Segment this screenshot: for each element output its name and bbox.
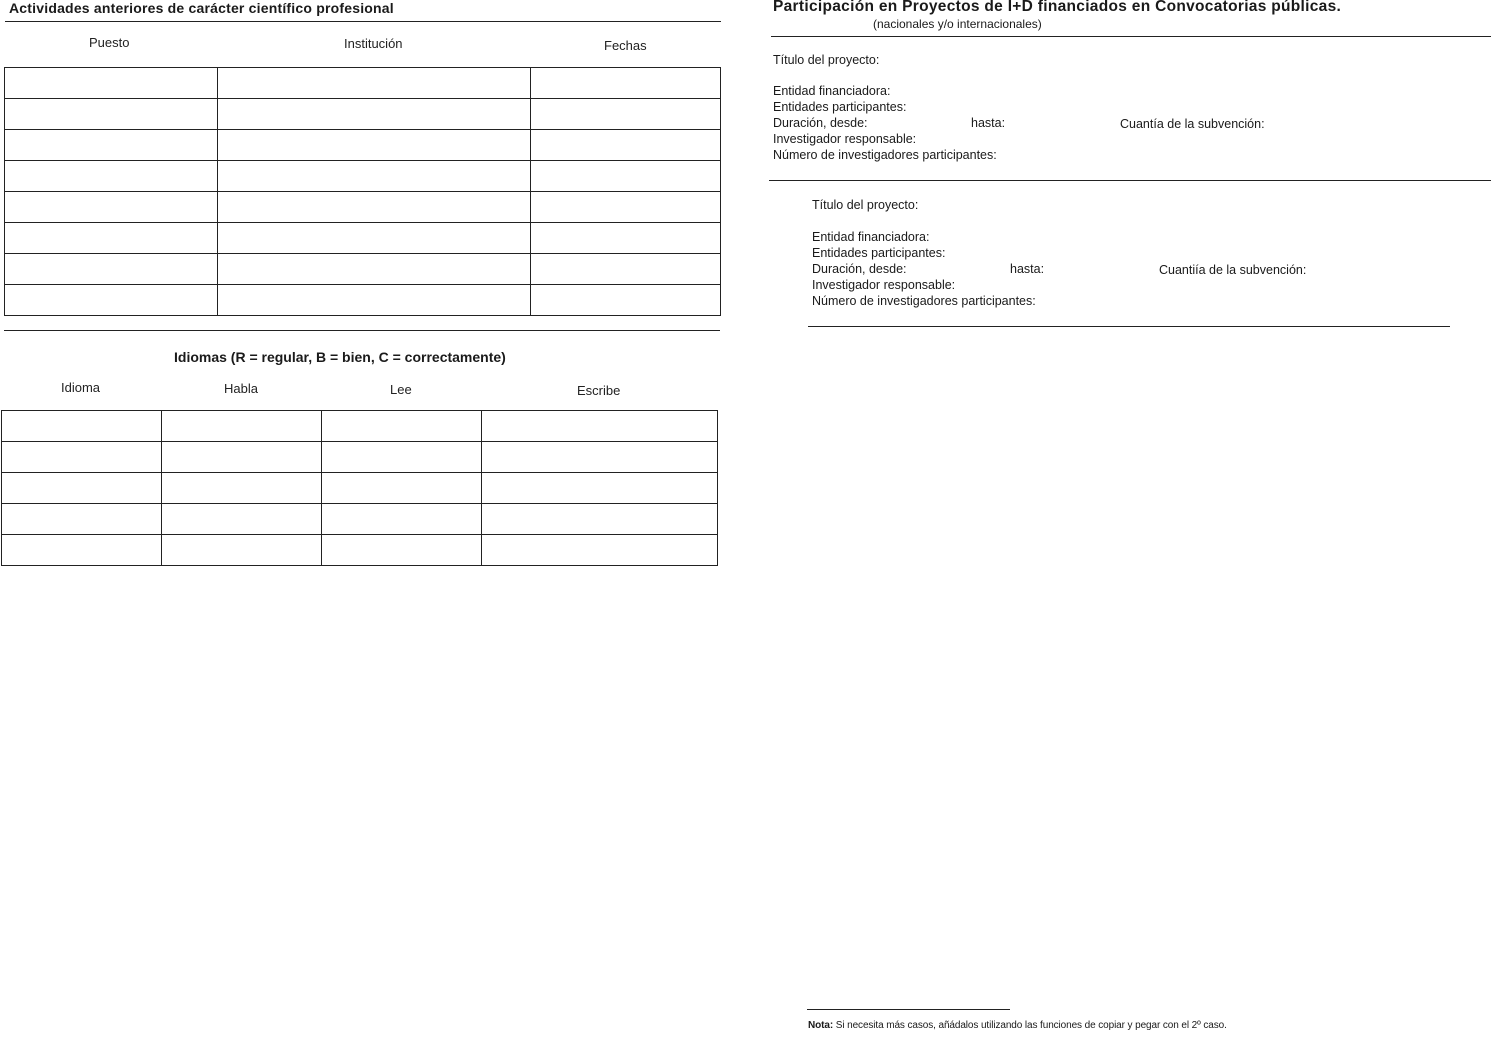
table-row (2, 535, 718, 566)
table-row (2, 504, 718, 535)
activities-cell-puesto[interactable] (5, 223, 218, 254)
table-row (5, 130, 721, 161)
project2-cuantia-label: Cuantiía de la subvención: (1159, 263, 1307, 277)
table-row (5, 68, 721, 99)
languages-section-title: Idiomas (R = regular, B = bien, C = correctamente) (174, 349, 506, 365)
table-row (5, 285, 721, 316)
languages-col-lee: Lee (390, 382, 412, 397)
footnote-label: Nota: (808, 1020, 834, 1031)
activities-cell-fechas[interactable] (531, 285, 721, 316)
languages-cell-idioma[interactable] (2, 473, 162, 504)
table-row (5, 192, 721, 223)
activities-col-fechas: Fechas (604, 38, 647, 53)
activities-cell-fechas[interactable] (531, 68, 721, 99)
languages-cell-escribe[interactable] (482, 411, 718, 442)
languages-cell-lee[interactable] (322, 535, 482, 566)
table-row (2, 473, 718, 504)
languages-cell-lee[interactable] (322, 504, 482, 535)
footnote-rule (807, 1009, 1010, 1010)
languages-cell-lee[interactable] (322, 473, 482, 504)
project1-cuantia-label: Cuantía de la subvención: (1120, 117, 1265, 131)
languages-cell-idioma[interactable] (2, 442, 162, 473)
languages-col-idioma: Idioma (61, 380, 101, 395)
table-row (5, 223, 721, 254)
activities-cell-puesto[interactable] (5, 99, 218, 130)
activities-cell-fechas[interactable] (531, 192, 721, 223)
languages-cell-idioma[interactable] (2, 535, 162, 566)
activities-cell-puesto[interactable] (5, 192, 218, 223)
table-row (2, 411, 718, 442)
footnote (808, 1020, 1227, 1031)
table-row (5, 99, 721, 130)
languages-cell-escribe[interactable] (482, 442, 718, 473)
languages-cell-idioma[interactable] (2, 504, 162, 535)
languages-cell-idioma[interactable] (2, 411, 162, 442)
project1-hasta-label: hasta: (971, 116, 1006, 130)
activities-cell-institucion[interactable] (218, 68, 531, 99)
activities-cell-institucion[interactable] (218, 161, 531, 192)
activities-cell-fechas[interactable] (531, 223, 721, 254)
project2-numero-label: Número de investigadores participantes: (812, 294, 1036, 308)
activities-cell-institucion[interactable] (218, 223, 531, 254)
activities-cell-institucion[interactable] (218, 99, 531, 130)
project1-participantes-label: Entidades participantes: (773, 100, 907, 114)
languages-cell-escribe[interactable] (482, 473, 718, 504)
footnote-text: Si necesita más casos, añádalos utilizando las funciones de copiar y pegar con el 2º caso. (835, 1020, 1227, 1031)
activities-cell-fechas[interactable] (531, 99, 721, 130)
languages-col-escribe: Escribe (577, 383, 621, 398)
activities-cell-institucion[interactable] (218, 285, 531, 316)
project2-entidad-label: Entidad financiadora: (812, 230, 930, 244)
activities-cell-puesto[interactable] (5, 130, 218, 161)
languages-table (1, 410, 718, 566)
activities-bottom-rule (4, 330, 720, 331)
languages-cell-habla[interactable] (162, 504, 322, 535)
languages-cell-habla[interactable] (162, 535, 322, 566)
table-row (5, 161, 721, 192)
activities-cell-fechas[interactable] (531, 130, 721, 161)
languages-cell-habla[interactable] (162, 442, 322, 473)
languages-cell-lee[interactable] (322, 411, 482, 442)
project1-titulo-label: Título del proyecto: (773, 53, 880, 67)
projects-section-subtitle: (nacionales y/o internacionales) (873, 17, 1042, 31)
project1-numero-label: Número de investigadores participantes: (773, 148, 997, 162)
activities-cell-puesto[interactable] (5, 285, 218, 316)
activities-title-rule (5, 21, 721, 22)
activities-cell-fechas[interactable] (531, 161, 721, 192)
activities-cell-institucion[interactable] (218, 254, 531, 285)
languages-col-habla: Habla (224, 381, 258, 396)
project2-duracion-label: Duración, desde: (812, 262, 907, 276)
languages-cell-habla[interactable] (162, 411, 322, 442)
table-row (5, 254, 721, 285)
table-row (2, 442, 718, 473)
activities-cell-puesto[interactable] (5, 254, 218, 285)
activities-col-puesto: Puesto (89, 35, 130, 50)
project2-investigador-label: Investigador responsable: (812, 278, 956, 292)
languages-cell-habla[interactable] (162, 473, 322, 504)
activities-col-institucion: Institución (344, 36, 403, 51)
project1-investigador-label: Investigador responsable: (773, 132, 917, 146)
activities-cell-puesto[interactable] (5, 161, 218, 192)
project2-titulo-label: Título del proyecto: (812, 198, 919, 212)
projects-title-rule (771, 36, 1491, 37)
languages-cell-lee[interactable] (322, 442, 482, 473)
project1-duracion-label: Duración, desde: (773, 116, 868, 130)
languages-cell-escribe[interactable] (482, 504, 718, 535)
project2-separator (808, 326, 1450, 327)
languages-cell-escribe[interactable] (482, 535, 718, 566)
activities-cell-institucion[interactable] (218, 192, 531, 223)
projects-section-title: Participación en Proyectos de I+D financiados en Convocatorias públicas. (773, 0, 1342, 15)
project1-separator (769, 180, 1491, 181)
project1-entidad-label: Entidad financiadora: (773, 84, 891, 98)
project2-participantes-label: Entidades participantes: (812, 246, 946, 260)
project2-hasta-label: hasta: (1010, 262, 1045, 276)
activities-cell-puesto[interactable] (5, 68, 218, 99)
activities-table (4, 67, 721, 316)
activities-cell-institucion[interactable] (218, 130, 531, 161)
activities-cell-fechas[interactable] (531, 254, 721, 285)
activities-section-title: Actividades anteriores de carácter científico profesional (9, 0, 394, 16)
